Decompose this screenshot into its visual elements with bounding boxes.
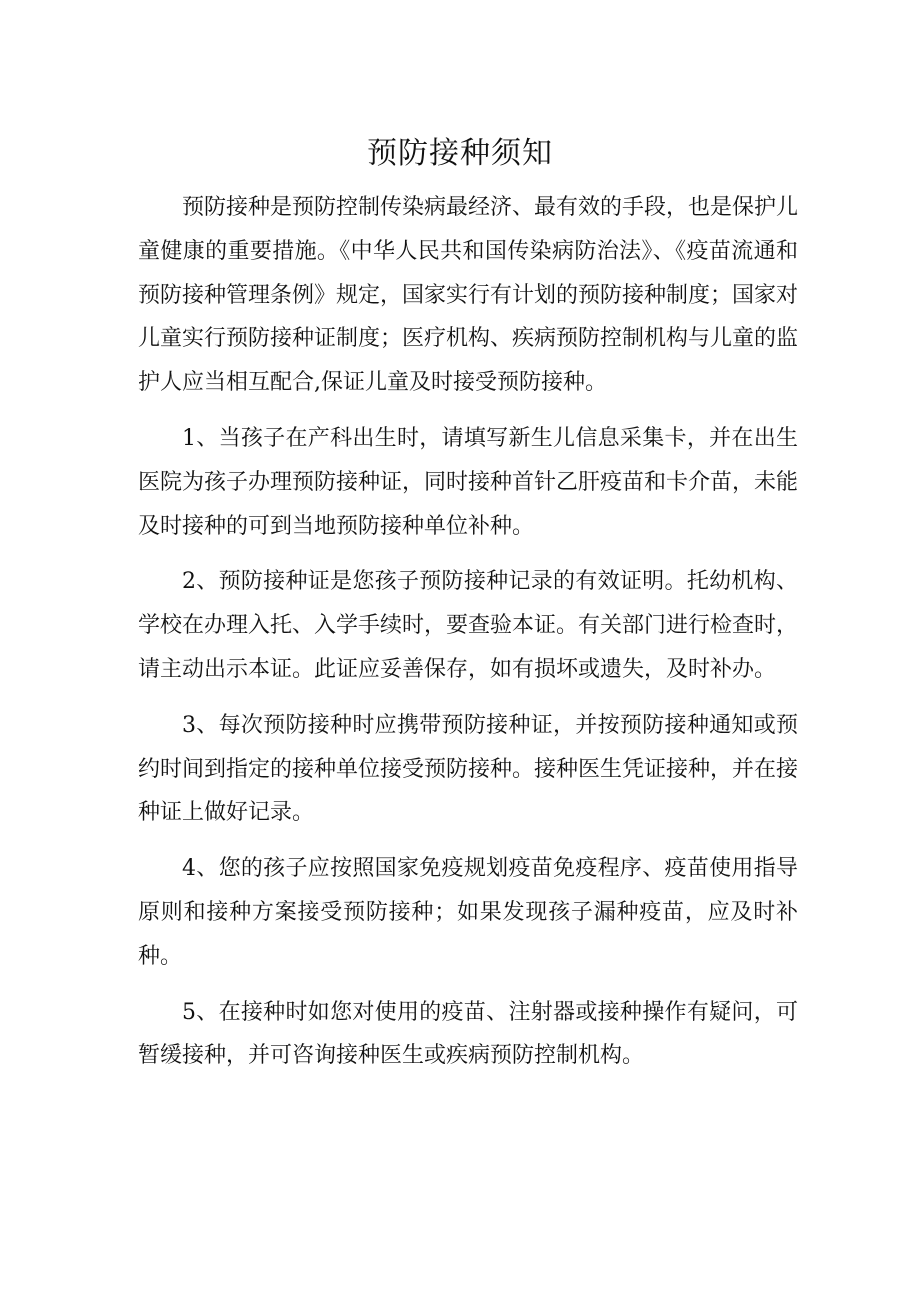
document-body	[138, 186, 798, 1078]
document-title: 预防接种须知	[367, 136, 553, 171]
paragraph-item-1: 1、当孩子在产科出生时，请填写新生儿信息采集卡，并在出生医院为孩子办理预防接种证，同时接种首针乙肝疫苗和卡介苗，未能及时接种的可到当地预防接种单位补种。	[138, 425, 799, 539]
paragraph-item-3: 3、每次预防接种时应携带预防接种证，并按预防接种通知或预约时间到指定的接种单位接受预防接种。接种医生凭证接种，并在接种证上做好记录。	[138, 712, 799, 826]
paragraph-item-2: 2、预防接种证是您孩子预防接种记录的有效证明。托幼机构、学校在办理入托、入学手续时，要查验本证。有关部门进行检查时，请主动出示本证。此证应妥善保存，如有损坏或遗失，及时补办。	[138, 569, 799, 682]
paragraph-item-5: 5、在接种时如您对使用的疫苗、注射器或接种操作有疑问，可暂缓接种，并可咨询接种医生或疾病预防控制机构。	[138, 999, 798, 1069]
paragraph-item-4: 4、您的孩子应按照国家免疫规划疫苗免疫程序、疫苗使用指导原则和接种方案接受预防接种；如果发现孩子漏种疫苗，应及时补种。	[138, 856, 798, 969]
intro-paragraph: 预防接种是预防控制传染病最经济、最有效的手段，也是保护儿童健康的重要措施。《中华人民共和国传染病防治法》、《疫苗流通和预防接种管理条例》规定，国家实行有计划的预防接种制度；国家对儿童实行预防接种证制度；医疗机构、疾病预防控制机构与儿童的监护人应当相互配合,保证儿童及时接受预防接种。	[138, 195, 799, 396]
